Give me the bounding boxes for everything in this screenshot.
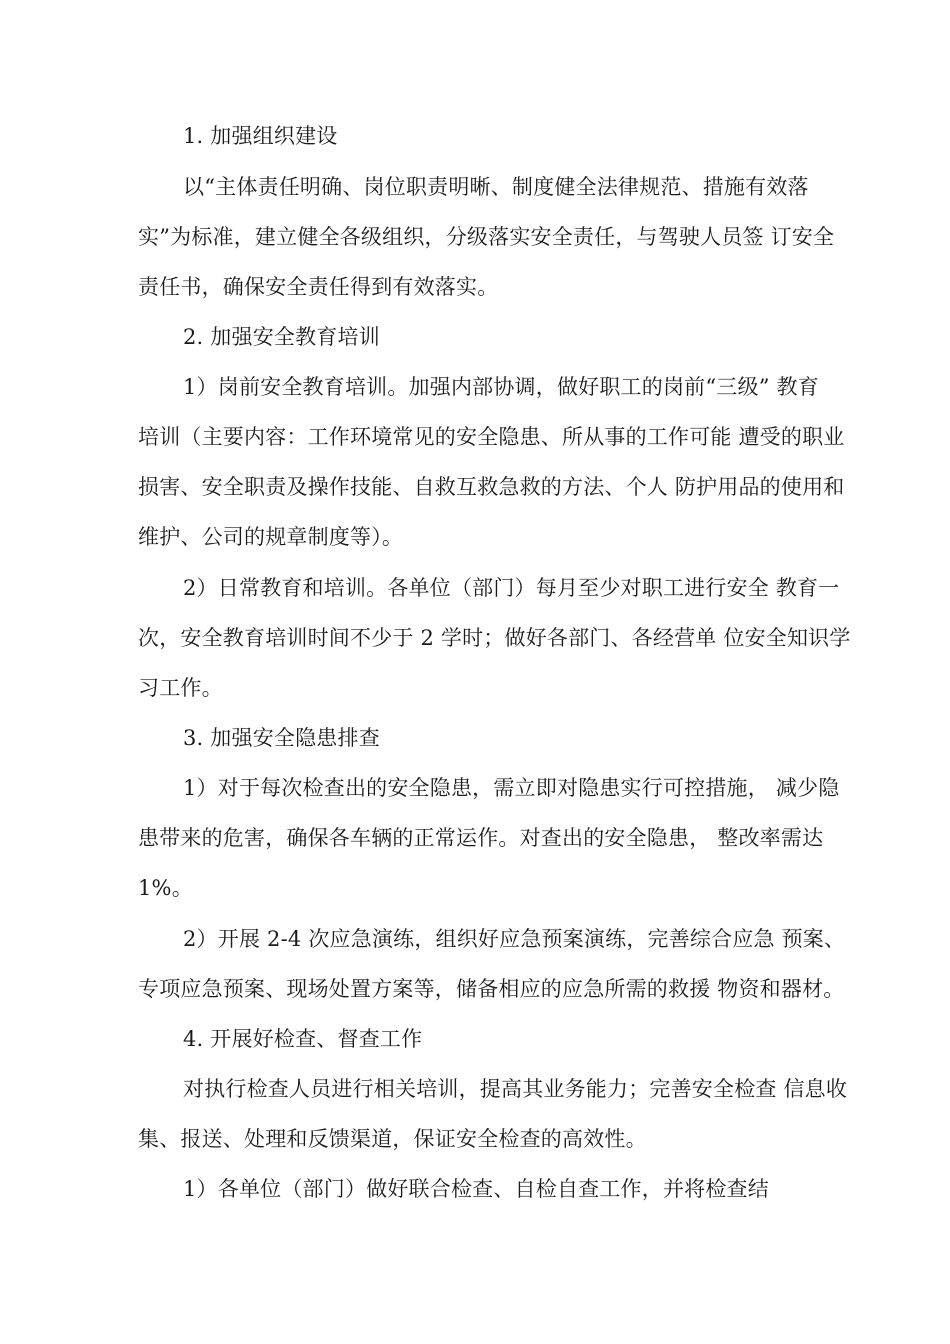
heading-inspection-supervision: 4. 开展好检查、督查工作 <box>183 1027 423 1051</box>
paragraph-line: 2）日常教育和培训。各单位（部门）每月至少对职工进行安全 教育一 <box>183 576 840 600</box>
heading-organization: 1. 加强组织建设 <box>183 124 338 148</box>
paragraph-line: 1%。 <box>138 876 193 900</box>
paragraph-line: 1）岗前安全教育培训。加强内部协调，做好职工的岗前“三级” 教育 <box>183 375 819 399</box>
paragraph-line: 责任书，确保安全责任得到有效落实。 <box>138 275 499 299</box>
paragraph-line: 对执行检查人员进行相关培训，提高其业务能力；完善安全检查 信息收 <box>183 1077 848 1101</box>
paragraph-line: 实”为标准，建立健全各级组织，分级落实安全责任，与驾驶人员签 订安全 <box>138 225 835 249</box>
paragraph-line: 患带来的危害，确保各车辆的正常运作。对查出的安全隐患， 整改率需达 <box>138 826 824 850</box>
paragraph-line: 损害、安全职责及操作技能、自救互救急救的方法、个人 防护用品的使用和 <box>138 475 845 499</box>
paragraph-line: 培训（主要内容：工作环境常见的安全隐患、所从事的工作可能 遭受的职业 <box>138 425 845 449</box>
heading-hazard-inspection: 3. 加强安全隐患排查 <box>183 726 380 750</box>
paragraph-line: 集、报送、处理和反馈渠道，保证安全检查的高效性。 <box>138 1127 647 1151</box>
paragraph-line: 以“主体责任明确、岗位职责明晰、制度健全法律规范、措施有效落 <box>183 175 809 199</box>
paragraph-line: 次，安全教育培训时间不少于 2 学时；做好各部门、各经营单 位安全知识学 <box>138 626 851 650</box>
paragraph-line: 1）各单位（部门）做好联合检查、自检自查工作，并将检查结 <box>183 1177 769 1201</box>
heading-safety-training: 2. 加强安全教育培训 <box>183 325 380 349</box>
paragraph-line: 习工作。 <box>138 676 223 700</box>
paragraph-line: 1）对于每次检查出的安全隐患，需立即对隐患实行可控措施， 减少隐 <box>183 776 840 800</box>
paragraph-line: 专项应急预案、现场处置方案等，储备相应的应急所需的救援 物资和器材。 <box>138 977 845 1001</box>
paragraph-line: 维护、公司的规章制度等）。 <box>138 525 404 549</box>
paragraph-line: 2）开展 2-4 次应急演练，组织好应急预案演练，完善综合应急 预案、 <box>183 927 846 951</box>
